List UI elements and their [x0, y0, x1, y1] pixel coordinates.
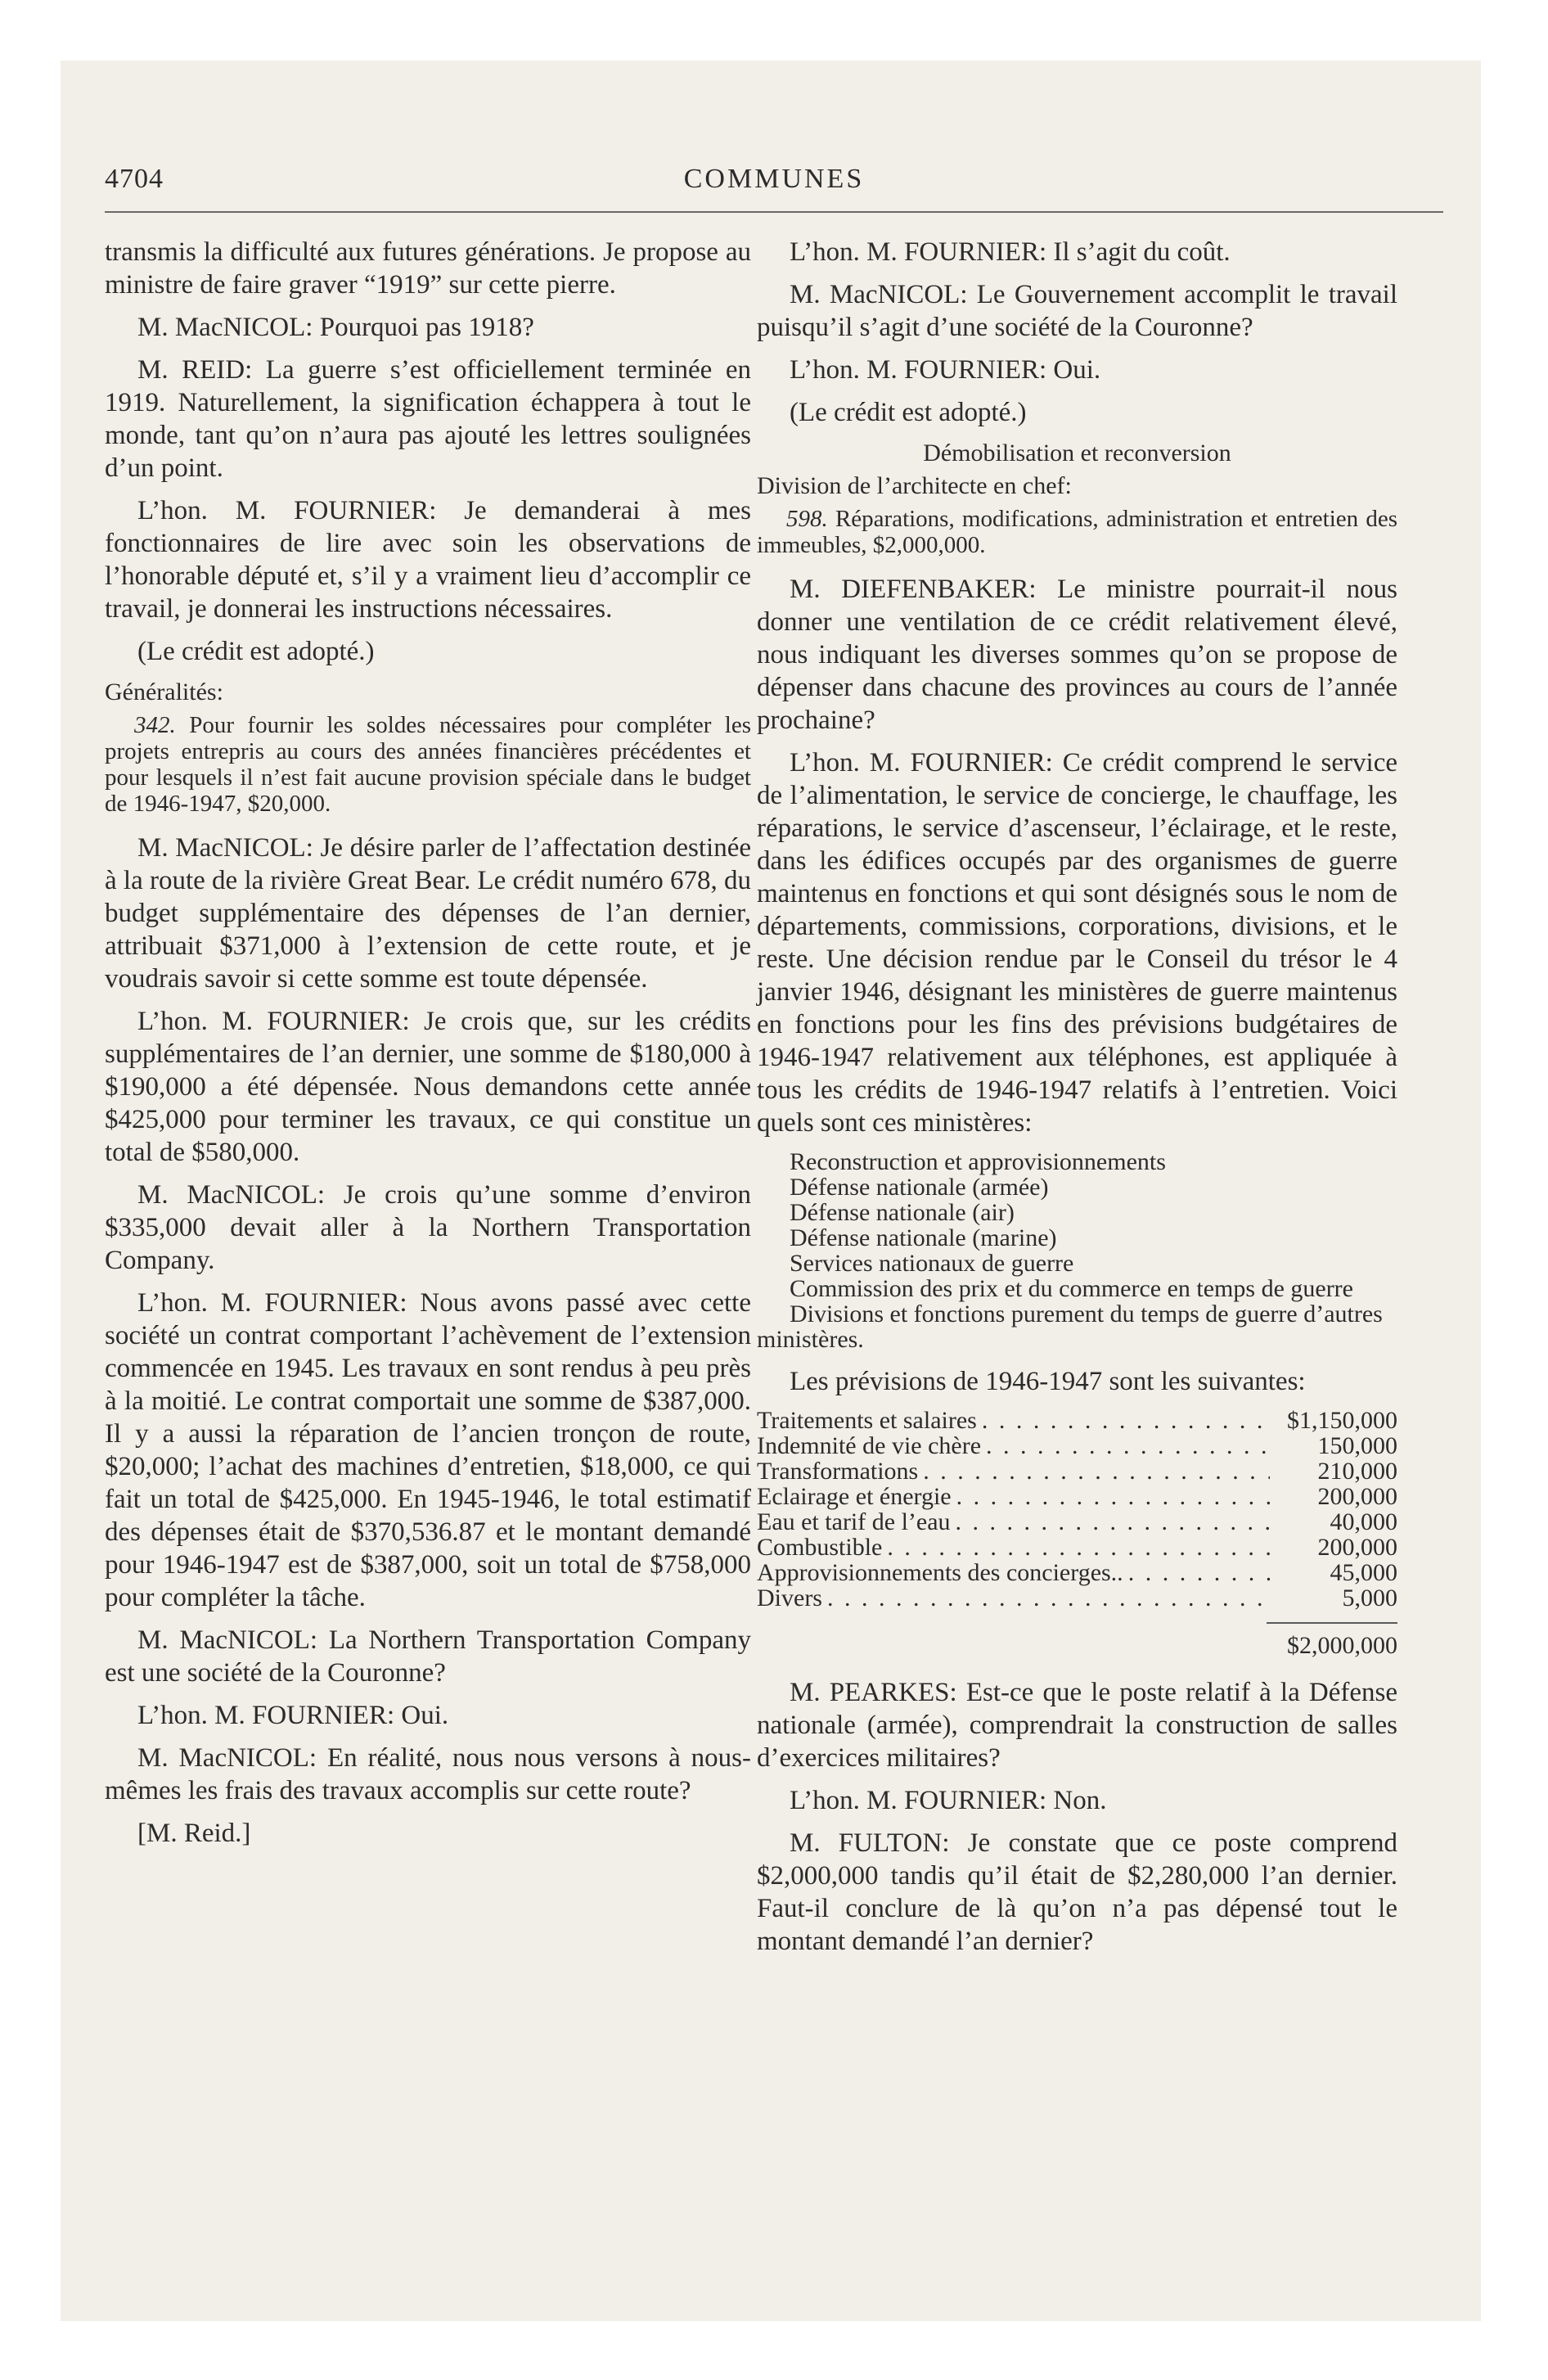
header-rule	[105, 211, 1443, 213]
list-item: Défense nationale (marine)	[790, 1224, 1057, 1251]
item-amount: 200,000	[1317, 1534, 1397, 1561]
subsection-heading: Division de l’architecte en chef:	[757, 472, 1072, 499]
paragraph: L’hon. M. FOURNIER: Il s’agit du coût.	[790, 237, 1231, 267]
paragraph: M. MacNICOL: La Northern Transportation Company est une société de la Couronne?	[105, 1625, 751, 1688]
paragraph: M. FULTON: Je constate que ce poste comprend $2,000,000 tandis qu’il était de $2,280,000 l’an dernier. Faut-il conclure de là qu’on n’a pas dépensé tout le montant demandé l’an dernier?	[757, 1828, 1397, 1956]
left-column	[105, 236, 751, 1850]
paragraph: M. MacNICOL: Je désire parler de l’affectation destinée à la route de la rivière Great Bear. Le crédit numéro 678, du budget supplémentaire des dépenses de l’an dernier, attribuait $371,000 à l’extension de cette route, et je voudrais savoir si cette somme est toute dépensée.	[105, 833, 751, 994]
list-item: Commission des prix et du commerce en temps de guerre	[790, 1275, 1353, 1302]
item-label: Indemnité de vie chère	[757, 1432, 982, 1459]
dot-leader	[923, 1458, 1270, 1484]
paragraph: L’hon. M. FOURNIER: Nous avons passé avec cette société un contrat comportant l’achèvement de l’extension commencée en 1945. Les travaux en sont rendus à peu près à la moitié. Le contrat comportait une somme de $387,000. Il y a aussi la réparation de l’ancien tronçon de route, $20,000; l’achat des machines d’entretien, $18,000, ce qui fait un total de $425,000. En 1945-1946, le total estimatif des dépenses était de $370,536.87 et le montant demandé pour 1946-1947 est de $387,000, soit un total de $758,000 pour compléter la tâche.	[105, 1288, 751, 1612]
paragraph: M. PEARKES: Est-ce que le poste relatif à la Défense nationale (armée), comprendrait la construction de salles d’exercices militaires?	[757, 1678, 1397, 1773]
vote-item	[757, 506, 1397, 558]
item-amount: $1,150,000	[1287, 1407, 1397, 1434]
item-amount: 210,000	[1317, 1458, 1397, 1485]
paragraph: L’hon. M. FOURNIER: Ce crédit comprend le service de l’alimentation, le service de concierge, le chauffage, les réparations, le service d’ascenseur, l’éclairage, et le reste, dans les édifices occupés par des organismes de guerre maintenus en fonctions et qui sont désignés sous le nom de départements, commissions, corporations, divisions, et le reste. Une décision rendue par le Conseil du trésor le 4 janvier 1946, désignant les ministères de guerre maintenus en fonctions pour les fins des prévisions budgétaires de 1946-1947 relativement aux téléphones, est appliquée à tous les crédits de 1946-1947 relatifs à l’entretien. Voici quels sont ces ministères:	[757, 748, 1397, 1138]
paragraph: M. MacNICOL: Je crois qu’une somme d’environ $335,000 devait aller à la Northern Transportation Company.	[105, 1180, 751, 1275]
paragraph: M. MacNICOL: Pourquoi pas 1918?	[137, 313, 534, 342]
speaker-footer: [M. Reid.]	[137, 1819, 251, 1848]
table-row	[757, 1408, 1397, 1433]
table-row	[757, 1458, 1397, 1484]
dot-leader	[956, 1509, 1270, 1535]
paragraph: L’hon. M. FOURNIER: Non.	[790, 1786, 1107, 1815]
paragraph: M. MacNICOL: En réalité, nous nous versons à nous-mêmes les frais des travaux accomplis sur cette route?	[105, 1743, 751, 1805]
paragraph: L’hon. M. FOURNIER: Oui.	[790, 355, 1101, 385]
table-row	[757, 1433, 1397, 1458]
item-label: Eclairage et énergie	[757, 1483, 952, 1510]
list-item: Défense nationale (armée)	[790, 1174, 1049, 1201]
item-amount: 5,000	[1342, 1584, 1397, 1611]
paragraph: M. DIEFENBAKER: Le ministre pourrait-il nous donner une ventilation de ce crédit relativement élevé, nous indiquant les diverses sommes qu’on se propose de dépenser dans chacune des provinces au cours de l’année prochaine?	[757, 575, 1397, 735]
paragraph: Les prévisions de 1946-1947 sont les suivantes:	[790, 1367, 1306, 1396]
paragraph: M. MacNICOL: Le Gouvernement accomplit le travail puisqu’il s’agit d’une société de la Couronne?	[757, 280, 1397, 342]
table-row	[757, 1509, 1397, 1535]
estimates-total: $2,000,000	[1287, 1632, 1397, 1659]
adoption-note: (Le crédit est adopté.)	[137, 637, 375, 666]
item-label: Eau et tarif de l’eau	[757, 1508, 951, 1535]
list-item: Divisions et fonctions purement du temps de guerre d’autres ministères.	[757, 1300, 1383, 1353]
item-amount: 40,000	[1330, 1508, 1397, 1535]
vote-text: Pour fournir les soldes nécessaires pour compléter les projets entrepris au cours des années financières précédentes et pour lesquels il n’est fait aucune provision spéciale dans le budget de 1946-1947, $20,000.	[105, 712, 751, 817]
item-amount: 45,000	[1330, 1559, 1397, 1586]
item-amount: 150,000	[1317, 1432, 1397, 1459]
paragraph: L’hon. M. FOURNIER: Oui.	[137, 1701, 449, 1730]
list-item: Défense nationale (air)	[790, 1199, 1015, 1226]
table-row	[757, 1585, 1397, 1611]
estimates-table	[757, 1408, 1397, 1611]
running-head: COMMUNES	[683, 164, 865, 194]
paragraph: L’hon. M. FOURNIER: Je demanderai à mes fonctionnaires de lire avec soin les observations de l’honorable député et, s’il y a vraiment lieu d’accomplir ce travail, je donnerai les instructions nécessaires.	[105, 496, 751, 624]
total-rule	[1267, 1622, 1397, 1624]
dot-leader	[827, 1585, 1270, 1611]
dot-leader	[986, 1433, 1270, 1458]
item-amount: 200,000	[1317, 1483, 1397, 1510]
paragraph: L’hon. M. FOURNIER: Je crois que, sur les crédits supplémentaires de l’an dernier, une somme de $180,000 à $190,000 a été dépensée. Nous demandons cette année $425,000 pour terminer les travaux, ce qui constitue un total de $580,000.	[105, 1007, 751, 1167]
dot-leader	[1128, 1560, 1270, 1585]
dot-leader	[982, 1408, 1270, 1433]
ministry-list	[757, 1149, 1397, 1352]
item-label: Approvisionnements des concierges..	[757, 1559, 1123, 1586]
adoption-note: (Le crédit est adopté.)	[790, 398, 1027, 427]
table-row	[757, 1560, 1397, 1585]
item-label: Divers	[757, 1584, 822, 1611]
table-row	[757, 1535, 1397, 1560]
paragraph: transmis la difficulté aux futures générations. Je propose au ministre de faire graver “1919” sur cette pierre.	[105, 237, 751, 300]
item-label: Combustible	[757, 1534, 883, 1561]
vote-text: Réparations, modifications, administration et entretien des immeubles, $2,000,000.	[757, 506, 1398, 558]
page-header	[105, 164, 1443, 206]
table-row	[757, 1484, 1397, 1509]
right-column	[757, 236, 1397, 1968]
vote-number: 342.	[134, 712, 176, 738]
section-heading: Généralités:	[105, 678, 223, 705]
item-label: Traitements et salaires	[757, 1407, 977, 1434]
paragraph: M. REID: La guerre s’est officiellement terminée en 1919. Naturellement, la signification échappera à tout le monde, tant qu’on n’aura pas ajouté les lettres soulignées d’un point.	[105, 355, 751, 483]
section-heading: Démobilisation et reconversion	[923, 439, 1231, 467]
item-label: Transformations	[757, 1458, 919, 1485]
list-item: Reconstruction et approvisionnements	[790, 1148, 1166, 1175]
dot-leader	[956, 1484, 1270, 1509]
list-item: Services nationaux de guerre	[790, 1250, 1074, 1277]
page-number: 4704	[105, 164, 164, 194]
vote-number: 598.	[786, 506, 828, 532]
vote-item	[105, 712, 751, 817]
dot-leader	[887, 1535, 1270, 1560]
